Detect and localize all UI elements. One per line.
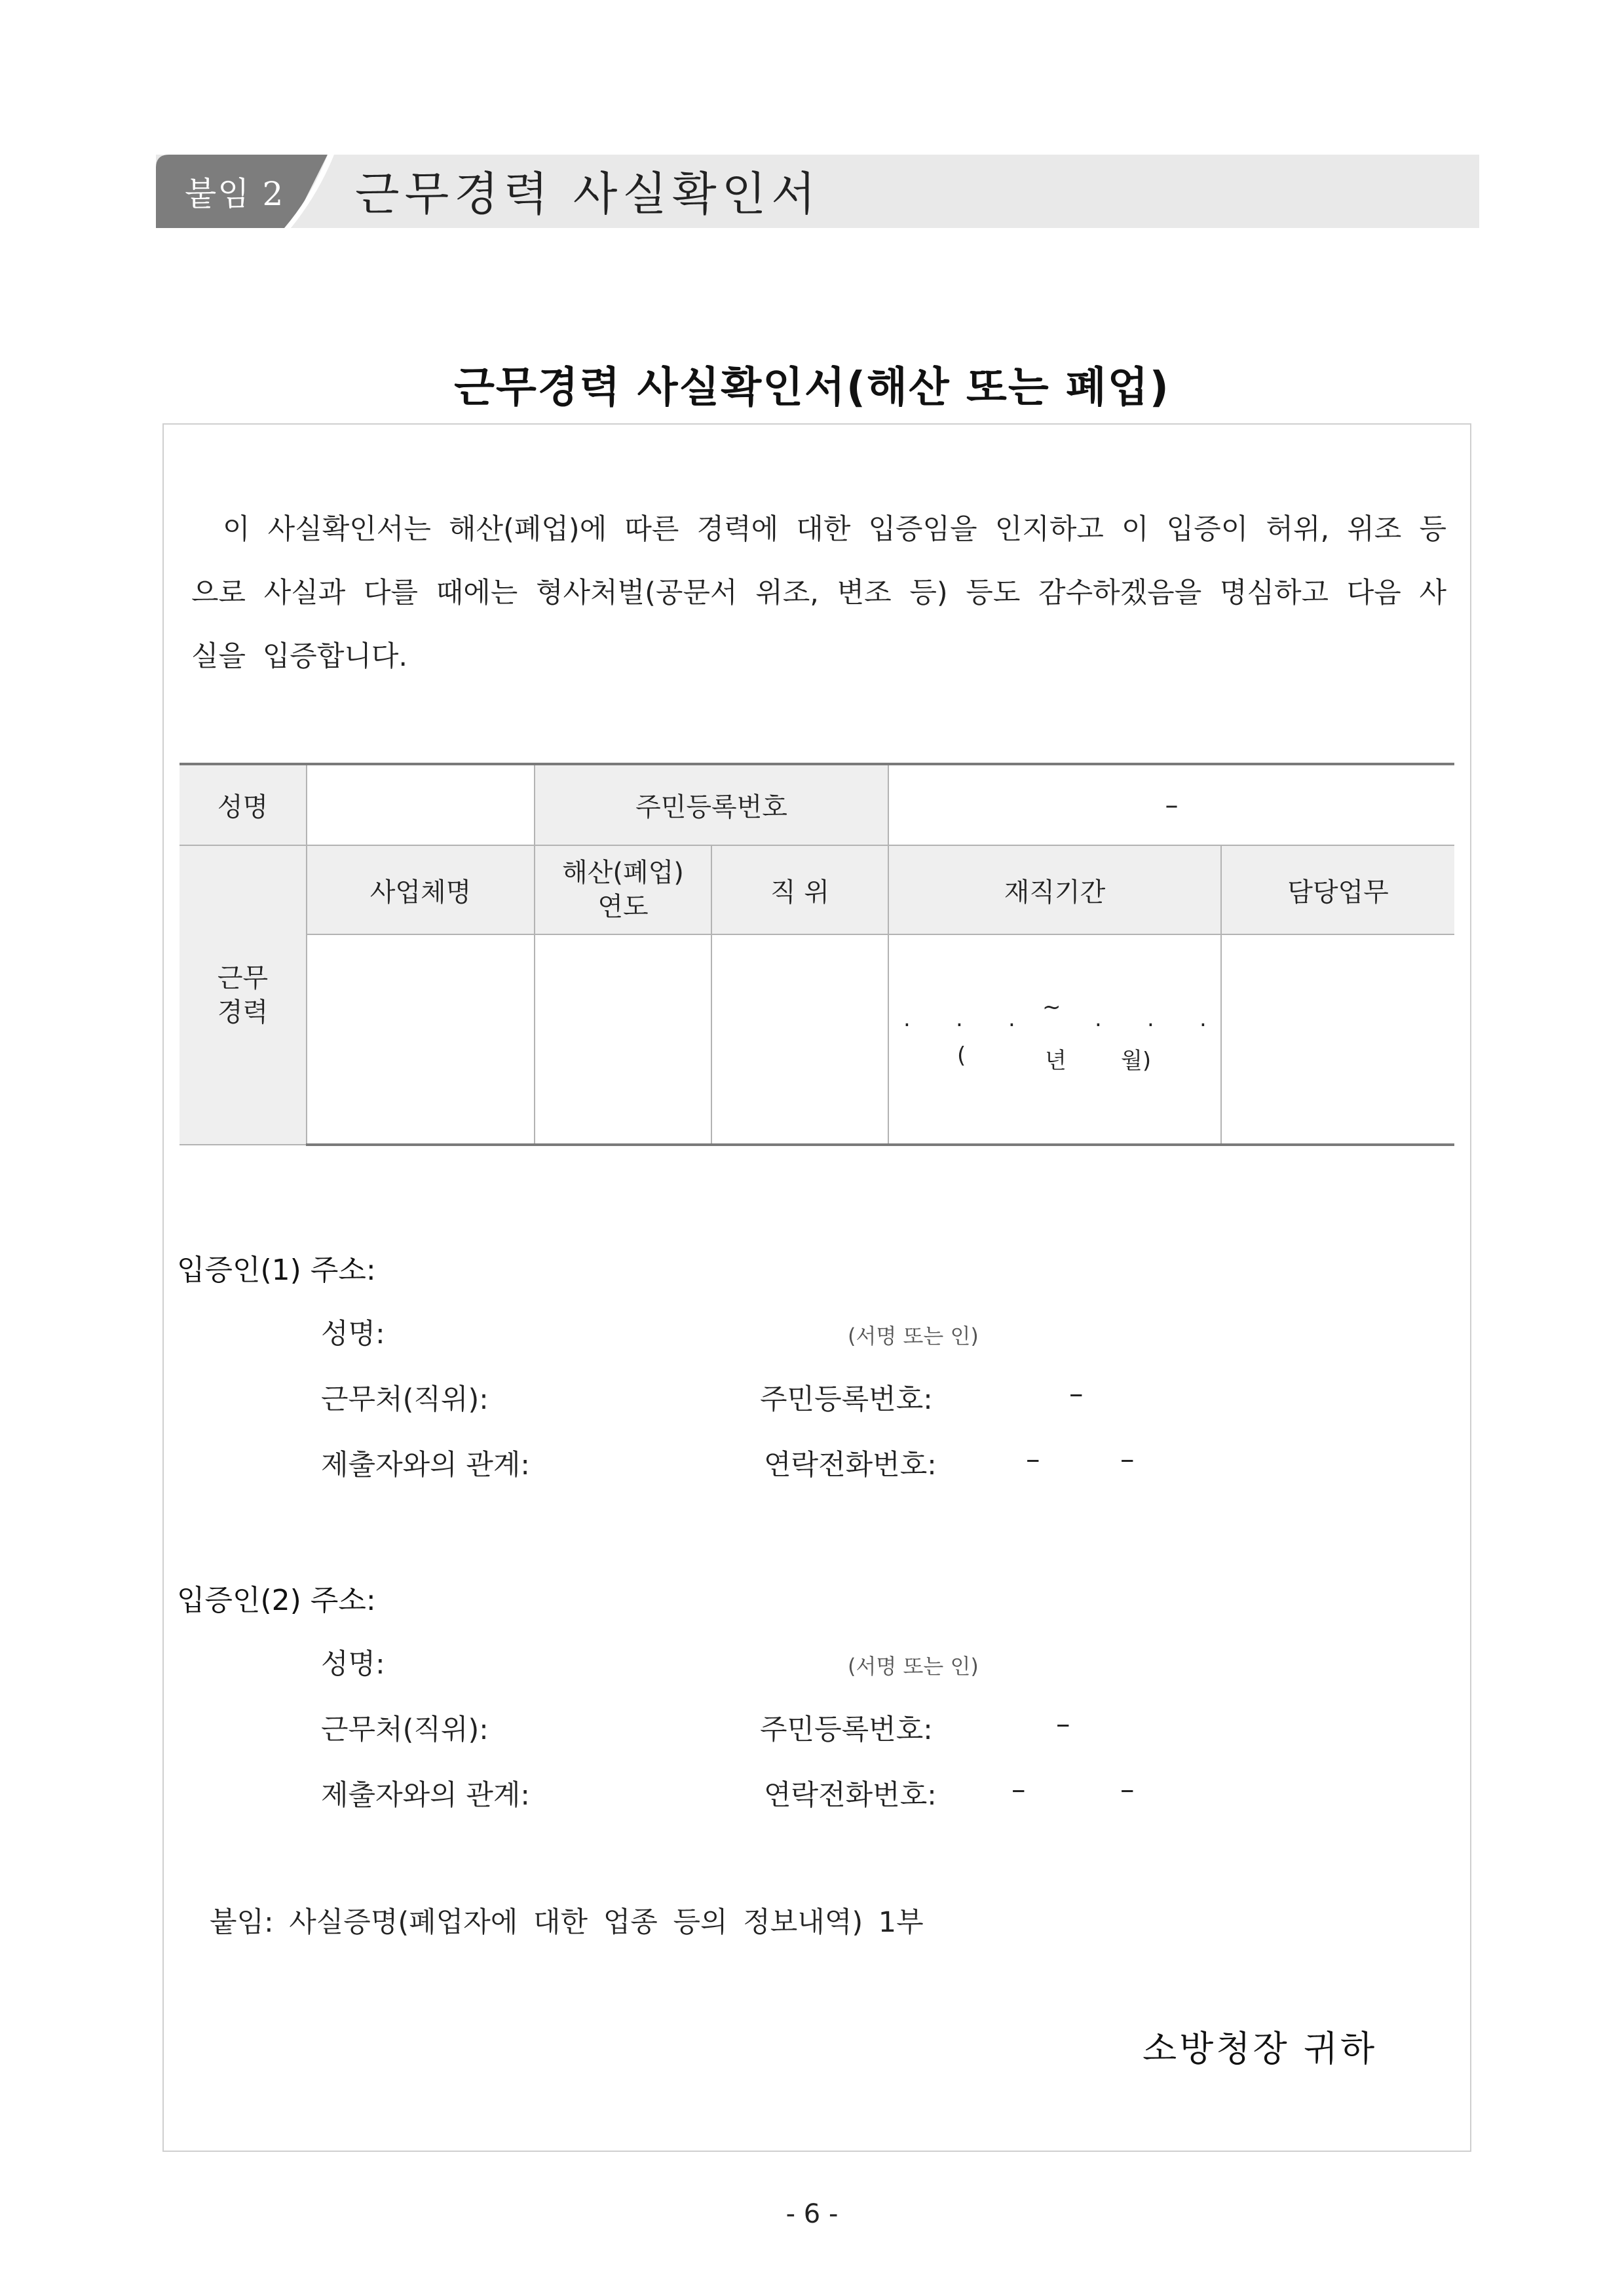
witness1-name-label: 성명:: [321, 1318, 385, 1350]
closure-year-value-cell[interactable]: [535, 934, 711, 1145]
period-open-paren: (: [957, 1043, 966, 1069]
period-header: 재직기간: [888, 845, 1221, 934]
witness1-rrn-dash: –: [1069, 1377, 1084, 1410]
career-label-line2: 경력: [217, 997, 269, 1027]
period-dot: .: [1199, 1006, 1207, 1032]
career-label-line1: 근무: [217, 963, 269, 993]
witness1-phone-label: 연락전화번호:: [764, 1449, 937, 1482]
duty-header: 담당업무: [1221, 845, 1454, 934]
witness1-workplace-label: 근무처(직위):: [321, 1383, 489, 1416]
table-row: [179, 934, 1454, 1145]
witness2-phone-label: 연락전화번호:: [764, 1779, 937, 1812]
witness2-rrn-dash: –: [1056, 1708, 1070, 1740]
period-value-cell[interactable]: [888, 934, 1221, 1145]
witness2-workplace-label: 근무처(직위):: [321, 1713, 489, 1746]
page-number: - 6 -: [785, 2199, 839, 2229]
period-dot: .: [1147, 1006, 1154, 1032]
witness2-relation-label: 제출자와의 관계:: [321, 1779, 530, 1812]
document-title: 근무경력 사실확인서(해산 또는 폐업): [454, 364, 1170, 412]
company-value-cell[interactable]: [307, 934, 535, 1145]
witness2-name-label: 성명:: [321, 1648, 385, 1681]
period-year: 년: [1045, 1048, 1067, 1074]
period-dot: .: [1095, 1006, 1102, 1032]
period-tilde: ~: [1042, 994, 1061, 1020]
witness2-phone-dash: –: [1011, 1773, 1026, 1806]
witness1-phone-dash: –: [1026, 1443, 1040, 1476]
closure-year-line1: 해산(폐업): [562, 858, 684, 888]
banner-title: 근무경력 사실확인서: [355, 167, 821, 221]
rrn-value-cell[interactable]: –: [888, 764, 1454, 845]
witness1-sign-note: (서명 또는 인): [848, 1324, 979, 1349]
witness1-relation-label: 제출자와의 관계:: [321, 1449, 530, 1482]
witness2-heading: 입증인(2) 주소:: [177, 1584, 376, 1617]
period-dot: .: [956, 1006, 963, 1032]
career-label-cell: [179, 845, 307, 1145]
position-value-cell[interactable]: [711, 934, 888, 1145]
addressee: 소방청장 귀하: [1142, 2028, 1378, 2069]
table-row: [179, 764, 1454, 845]
witness2-phone-dash: –: [1120, 1773, 1135, 1806]
attachment-tag: 붙임 2: [185, 175, 285, 213]
witness1-heading: 입증인(1) 주소:: [177, 1253, 376, 1287]
witness2-rrn-label: 주민등록번호:: [760, 1713, 933, 1746]
closure-year-line2: 연도: [597, 892, 649, 922]
duty-value-cell[interactable]: [1221, 934, 1454, 1145]
closure-year-header: [535, 845, 711, 934]
position-header: 직 위: [711, 845, 888, 934]
period-month: 월): [1121, 1048, 1152, 1074]
intro-paragraph: 이 사실확인서는 해산(폐업)에 따른 경력에 대한 입증임을 인지하고 이 입증이 허위, 위조 등으로 사실과 다를 때에는 형사처벌(공문서 위조, 변조 등) 등도 감수하겠음을 명심하고 다음 사실을 입증합니다.: [191, 513, 1446, 673]
period-dot: .: [903, 1006, 911, 1032]
career-table: [179, 763, 1454, 1146]
name-label-cell: 성명: [179, 764, 307, 845]
table-row: [179, 845, 1454, 934]
witness2-sign-note: (서명 또는 인): [848, 1654, 979, 1679]
period-dot: .: [1008, 1006, 1015, 1032]
period-template: [889, 935, 1220, 1143]
company-header: 사업체명: [307, 845, 535, 934]
witness1-rrn-label: 주민등록번호:: [760, 1383, 933, 1416]
rrn-label-cell: 주민등록번호: [535, 764, 888, 845]
name-value-cell[interactable]: [307, 764, 535, 845]
attachment-note: 붙임: 사실증명(폐업자에 대한 업종 등의 정보내역) 1부: [210, 1906, 924, 1939]
witness1-phone-dash: –: [1120, 1443, 1135, 1476]
